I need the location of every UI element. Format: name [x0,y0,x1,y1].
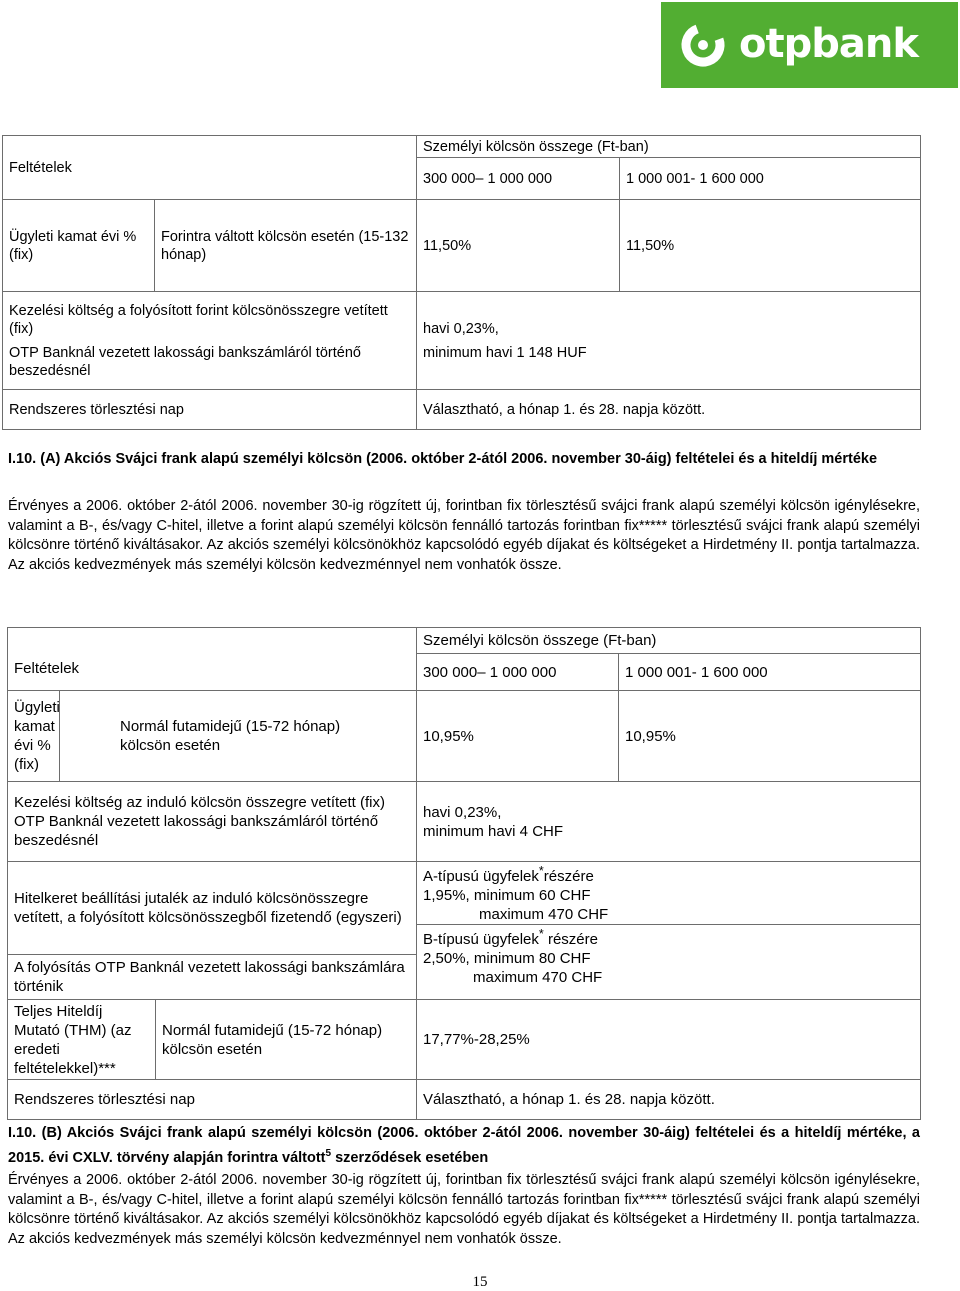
fee-sub-label: OTP Banknál vezetett lakossági bankszámláról történő beszedésnél [9,344,361,379]
disbursement-label: A folyósítás OTP Banknál vezetett lakossági bankszámlára történik [8,955,417,1000]
bonus-a-cell [417,862,921,925]
section-b-heading-main: I.10. (B) Akciós Svájci frank alapú személyi kölcsön (2006. október 2-ától 2006. november 30-áig) feltételei és a hiteldíj mértéke, a 2015. évi CXLV. törvény alapján forintra váltott [8,1125,920,1166]
bonus-b-star: * [538,927,544,941]
fee-value-1: havi 0,23%, [423,803,502,821]
otpbank-logo [661,2,958,88]
rate-label: Ügyleti kamat évi % (fix) [3,200,155,292]
fee-cell [8,782,417,862]
fee-value-2: minimum havi 1 148 HUF [423,344,587,361]
rate-value-1: 11,50% [417,200,620,292]
amount-header: Személyi kölcsön összege (Ft-ban) [417,136,921,158]
section-b-heading [8,1124,920,1168]
section-a-heading: I.10. (A) Akciós Svájci frank alapú személyi kölcsön (2006. október 2-ától 2006. november 30-áig) feltételei és a hiteldíj mértéke [8,451,878,467]
conditions-table-2 [7,627,921,1120]
bonus-b-title: B-típusú ügyfelek [423,931,539,948]
repay-value: Választható, a hónap 1. és 28. napja között. [417,390,921,430]
fee-label: Kezelési költség a folyósított forint kölcsönösszegre vetített (fix) [9,302,388,337]
repay-value: Választható, a hónap 1. és 28. napja között. [417,1080,921,1120]
page-number: 15 [472,1274,488,1290]
thm-label: Teljes Hiteldíj Mutató (THM) (az eredeti feltételekkel)*** [8,1000,156,1080]
bonus-b-suffix: részére [543,931,598,948]
thm-sub-label: Normál futamidejű (15-72 hónap) kölcsön esetén [156,1000,417,1080]
repay-label: Rendszeres törlesztési nap [3,390,417,430]
fee-value-cell [417,782,921,862]
conditions-label: Feltételek [3,136,417,200]
section-a-body: Érvényes a 2006. október 2-ától 2006. november 30-ig rögzített új, forintban fix törlesztésű svájci frank alapú személyi kölcsön igénylésekre, valamint a B-, és/vagy C-hitel, illetve a forint alapú személyi kölcsön fennálló tartozás forintban fix***** törlesztésű svájci frank alapú személyi kölcsönre történő kiváltásakor. Az akciós személyi kölcsönökhöz kapcsolódó egyéb díjakat és költségeket a Hirdetmény II. pontja tartalmazza. Az akciós kedvezmények más személyi kölcsön kedvezménnyel nem vonhatók össze. [8,498,920,573]
rate-label: Ügyleti kamat évi % (fix) [8,691,60,782]
amount-range-2: 1 000 001- 1 600 000 [620,158,921,200]
bonus-a-star: * [538,864,544,878]
rate-sub-label: Forintra váltott kölcsön esetén (15-132 hónap) [155,200,417,292]
thm-value: 17,77%-28,25% [417,1000,921,1080]
brand-name: otpbank [739,21,918,67]
fee-value-1: havi 0,23%, [423,320,499,337]
otp-logo-mark-icon [679,21,727,69]
section-b-heading-sup: 5 [325,1147,332,1159]
bonus-a-min: 1,95%, minimum 60 CHF [423,887,591,904]
conditions-table-1 [2,135,921,430]
bonus-b-min: 2,50%, minimum 80 CHF [423,950,591,967]
amount-header: Személyi kölcsön összege (Ft-ban) [417,628,921,654]
rate-value-2: 11,50% [620,200,921,292]
amount-range-1: 300 000– 1 000 000 [417,654,619,691]
bonus-a-title: A-típusú ügyfelek [423,868,539,885]
rate-sub-label: Normál futamidejű (15-72 hónap) kölcsön esetén [60,691,417,782]
bonus-b-max: maximum 470 CHF [473,969,603,986]
amount-range-1: 300 000– 1 000 000 [417,158,620,200]
fee-sub-label: OTP Banknál vezetett lakossági bankszámláról történő beszedésnél [14,813,379,849]
fee-value-cell [417,292,921,390]
bonus-a-suffix: részére [543,868,594,885]
bonus-a-max: maximum 470 CHF [479,906,609,923]
bonus-b-cell [417,925,921,1000]
rate-value-1: 10,95% [417,691,619,782]
fee-value-2: minimum havi 4 CHF [423,822,564,840]
fee-cell [3,292,417,390]
section-b-body: Érvényes a 2006. október 2-ától 2006. november 30-ig rögzített új, forintban fix törlesztésű svájci frank alapú személyi kölcsön igénylésekre, valamint a B-, és/vagy C-hitel, illetve a forint alapú személyi kölcsön fennálló tartozás forintban fix***** törlesztésű svájci frank alapú személyi kölcsönre történő kiváltásakor. Az akciós személyi kölcsönökhöz kapcsolódó egyéb díjakat és költségeket a Hirdetmény II. pontja tartalmazza. Az akciós kedvezmények más személyi kölcsön kedvezménnyel nem vonhatók össze. [8,1172,920,1247]
bonus-label: Hitelkeret beállítási jutalék az induló kölcsönösszegre vetített, a folyósított kölcsönösszegből fizetendő (egyszeri) [8,862,417,955]
repay-label: Rendszeres törlesztési nap [8,1080,417,1120]
conditions-label: Feltételek [8,628,417,691]
fee-label: Kezelési költség az induló kölcsön összegre vetített (fix) [14,794,386,811]
rate-value-2: 10,95% [619,691,921,782]
amount-range-2: 1 000 001- 1 600 000 [619,654,921,691]
section-b-heading-tail: szerződések esetében [331,1149,489,1166]
